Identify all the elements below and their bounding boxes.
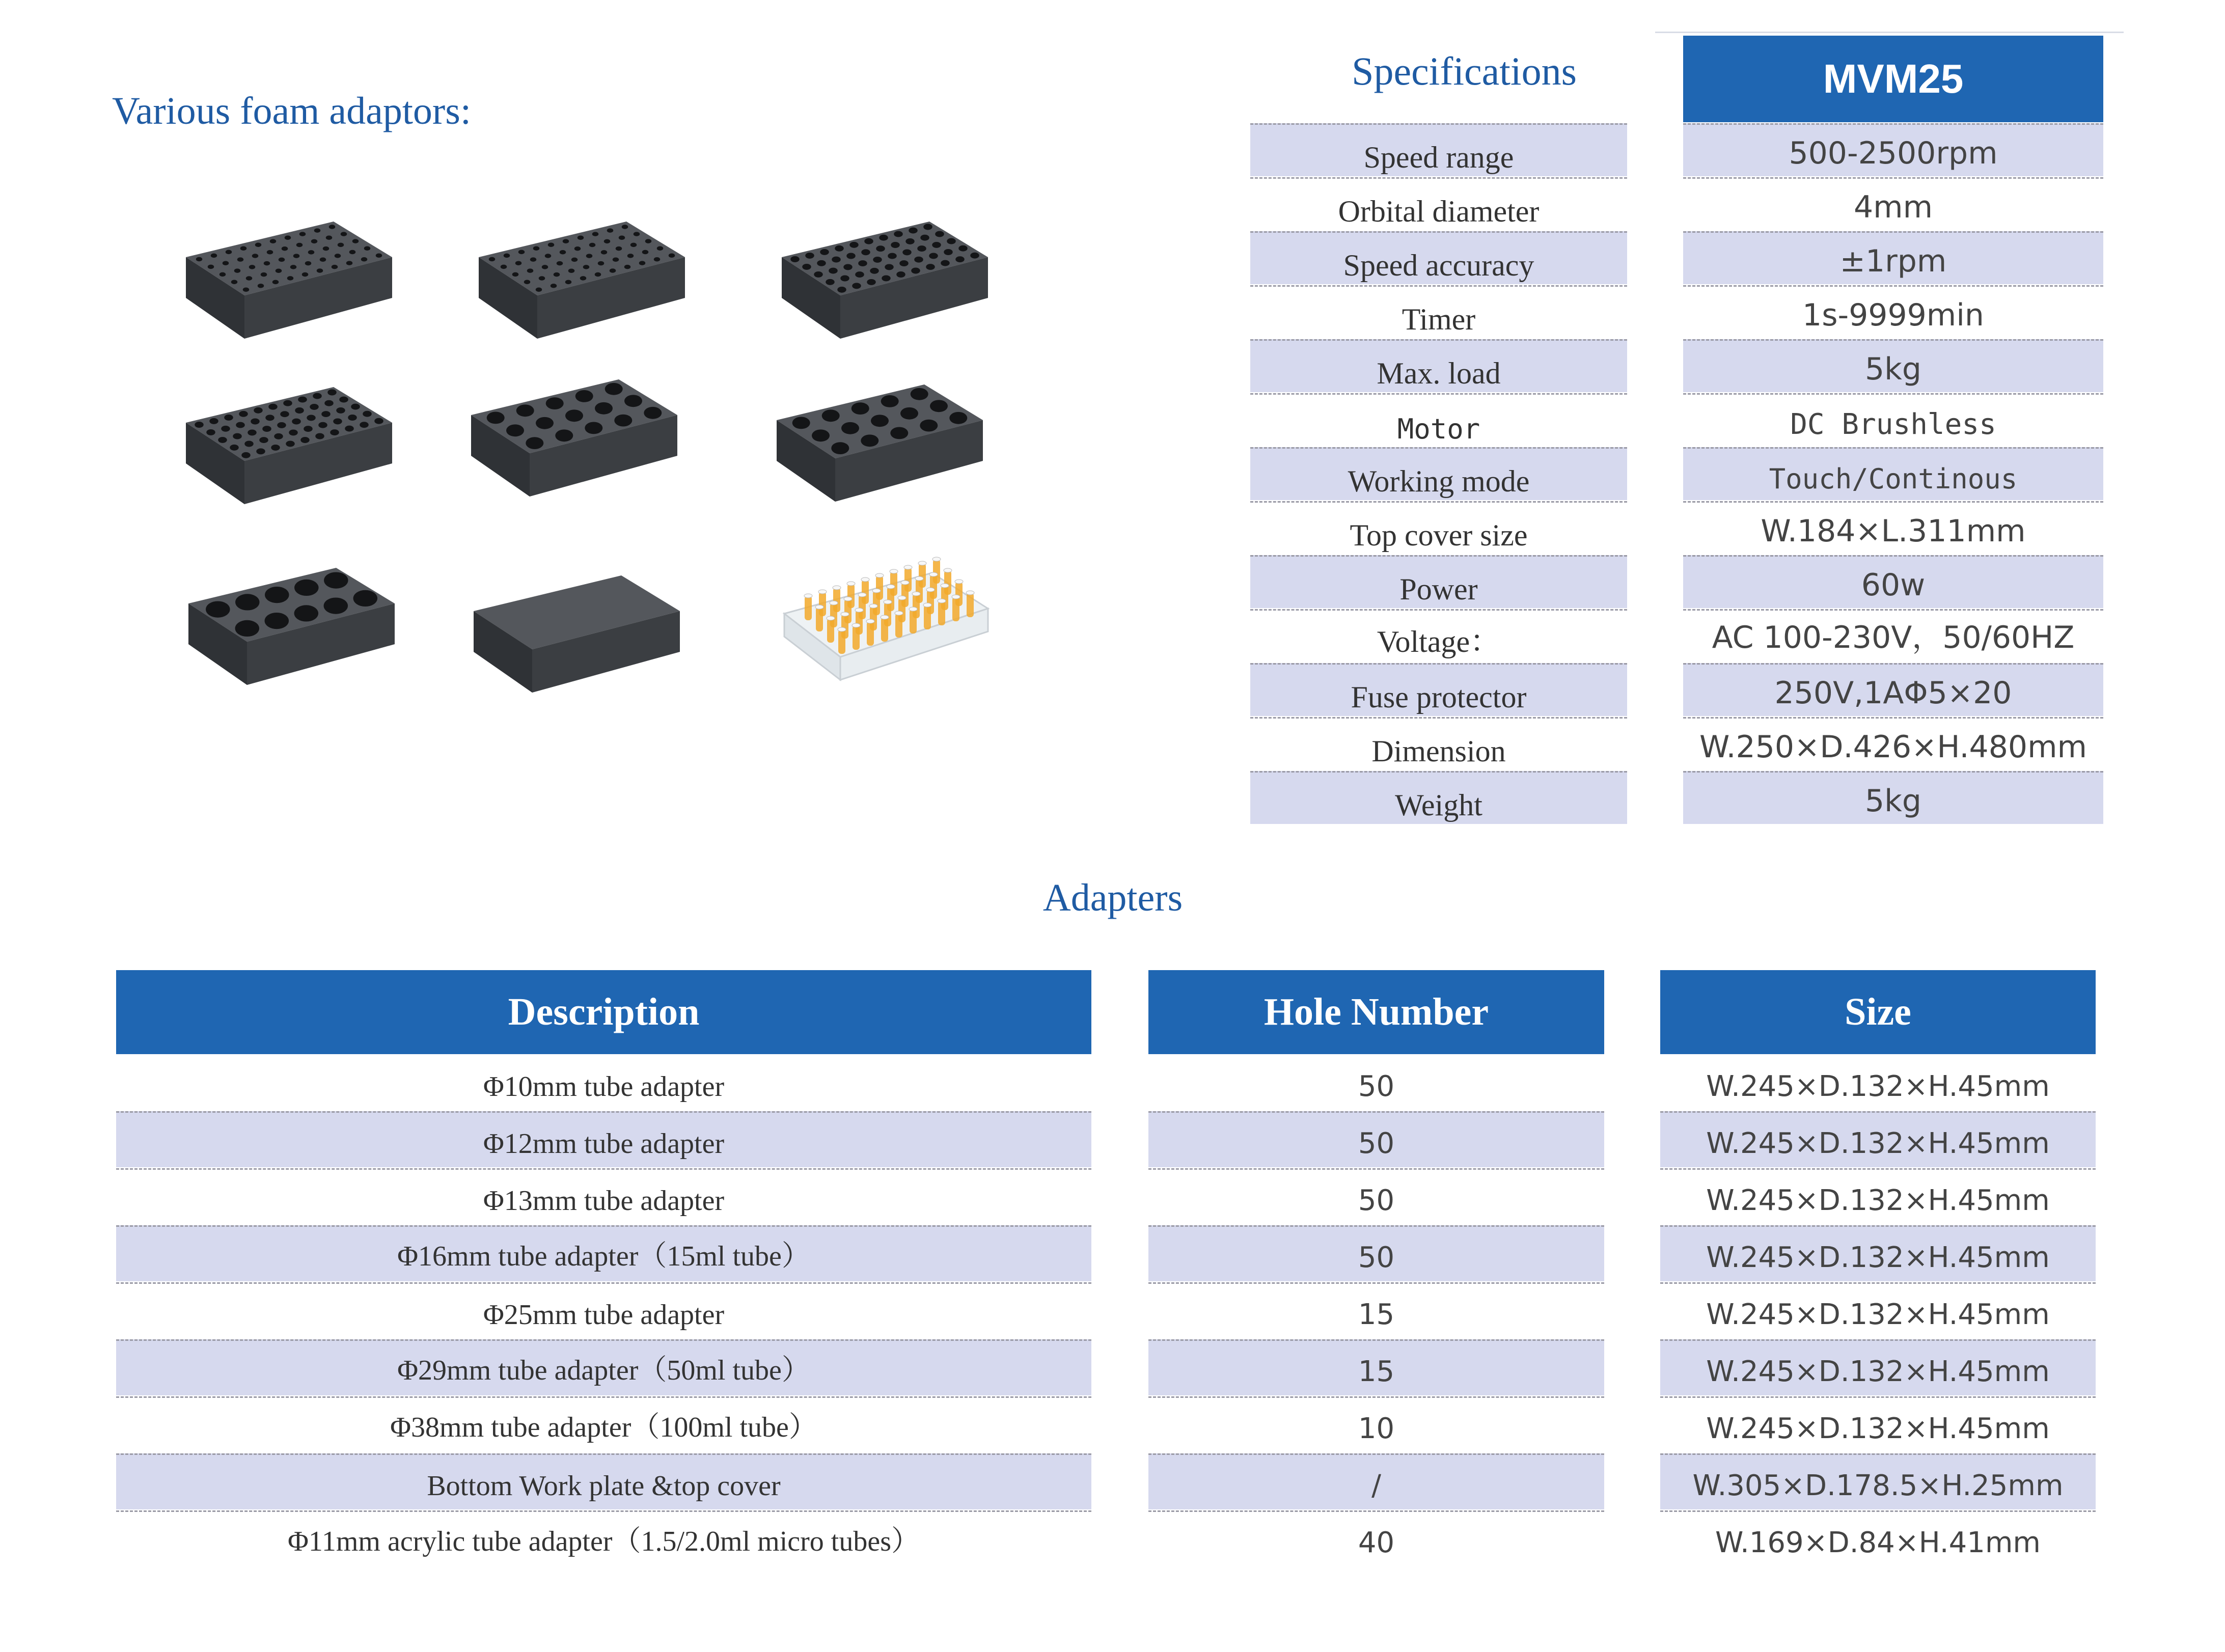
spec-label: Power — [1250, 555, 1627, 608]
spec-value: 500-2500rpm — [1683, 123, 2103, 176]
size-cell: W.305×D.178.5×H.25mm — [1660, 1453, 2096, 1509]
spec-label: Fuse protector — [1250, 663, 1627, 716]
foam-adaptors-heading: Various foam adaptors: — [112, 90, 471, 132]
size-cell: W.245×D.132×H.45mm — [1660, 1225, 2096, 1281]
spec-label: Orbital diameter — [1250, 177, 1627, 230]
spec-label: Working mode — [1250, 447, 1627, 500]
foam-10-image — [183, 550, 397, 698]
spec-row — [1250, 285, 2103, 339]
size-cell: W.245×D.132×H.45mm — [1660, 1168, 2096, 1224]
spec-label: Timer — [1250, 285, 1627, 338]
hole-number-cell: 15 — [1148, 1282, 1604, 1338]
table-row — [0, 1453, 2225, 1510]
description-cell: Φ12mm tube adapter — [116, 1111, 1091, 1167]
hole-number-cell: 40 — [1148, 1510, 1604, 1566]
spec-label: Speed accuracy — [1250, 231, 1627, 284]
spec-row — [1250, 231, 2103, 285]
foam-50-small-image — [474, 204, 688, 351]
table-row — [0, 1510, 2225, 1567]
spec-row — [1250, 393, 2103, 447]
table-row — [0, 1339, 2225, 1396]
foam-15-image — [466, 362, 680, 509]
model-header: MVM25 — [1683, 36, 2103, 122]
description-cell: Φ13mm tube adapter — [116, 1168, 1091, 1224]
spec-row — [1250, 447, 2103, 501]
spec-value: AC 100-230V，50/60HZ — [1683, 609, 2103, 662]
acrylic-rack-image — [779, 553, 993, 700]
hole-number-cell: 50 — [1148, 1111, 1604, 1167]
spec-value: 250V,1AΦ5×20 — [1683, 663, 2103, 716]
spec-label: Top cover size — [1250, 501, 1627, 554]
spec-value: W.250×D.426×H.480mm — [1683, 717, 2103, 770]
column-header-size: Size — [1660, 970, 2096, 1054]
table-row — [0, 1054, 2225, 1111]
column-header-description: Description — [116, 970, 1091, 1054]
spec-label: Voltage： — [1250, 609, 1627, 662]
spec-row — [1250, 339, 2103, 393]
spec-value: 1s-9999min — [1683, 285, 2103, 338]
spec-label: Dimension — [1250, 717, 1627, 770]
spec-value: 4mm — [1683, 177, 2103, 230]
table-row — [0, 1282, 2225, 1339]
description-cell: Φ38mm tube adapter（100ml tube） — [116, 1396, 1091, 1452]
column-header-hole-number: Hole Number — [1148, 970, 1604, 1054]
spec-row — [1250, 555, 2103, 609]
spec-row — [1250, 771, 2103, 825]
spec-label: Motor — [1250, 393, 1627, 446]
size-cell: W.245×D.132×H.45mm — [1706, 1070, 2050, 1103]
spec-row — [1250, 501, 2103, 555]
spec-label: Max. load — [1250, 339, 1627, 392]
description-cell: Φ11mm acrylic tube adapter（1.5/2.0ml micro tubes） — [116, 1510, 1091, 1566]
spec-value: ±1rpm — [1683, 231, 2103, 284]
size-cell: W.169×D.84×H.41mm — [1660, 1510, 2096, 1566]
hole-number-cell: 50 — [1148, 1168, 1604, 1224]
size-cell: W.245×D.132×H.45mm — [1660, 1339, 2096, 1395]
foam-50-medium-image — [777, 204, 991, 351]
hole-number-cell: / — [1148, 1453, 1604, 1509]
spec-top-divider — [1655, 32, 2124, 33]
description-cell: Φ10mm tube adapter — [483, 1071, 725, 1103]
size-cell: W.245×D.132×H.45mm — [1660, 1111, 2096, 1167]
description-cell: Φ25mm tube adapter — [116, 1282, 1091, 1338]
hole-number-cell: 50 — [1358, 1070, 1395, 1103]
spec-value: 60w — [1683, 555, 2103, 608]
table-row — [0, 1168, 2225, 1225]
spec-value: DC Brushless — [1683, 393, 2103, 446]
spec-value: Touch/Continous — [1683, 447, 2103, 500]
size-cell: W.245×D.132×H.45mm — [1660, 1282, 2096, 1338]
table-row — [0, 1111, 2225, 1168]
spec-row — [1250, 717, 2103, 771]
foam-50-medium-image — [181, 369, 395, 517]
spec-row — [1250, 609, 2103, 663]
specifications-heading: Specifications — [1352, 49, 1577, 93]
spec-value: 5kg — [1683, 771, 2103, 824]
spec-label: Weight — [1250, 771, 1627, 824]
description-cell: Φ16mm tube adapter（15ml tube） — [116, 1225, 1091, 1281]
spec-label: Speed range — [1250, 123, 1627, 176]
hole-number-cell: 15 — [1148, 1339, 1604, 1395]
hole-number-cell: 10 — [1148, 1396, 1604, 1452]
foam-15-image — [772, 367, 985, 514]
spec-row — [1250, 123, 2103, 177]
hole-number-cell: 50 — [1148, 1225, 1604, 1281]
spec-row — [1250, 177, 2103, 231]
spec-value: W.184×L.311mm — [1683, 501, 2103, 554]
adapters-heading: Adapters — [1042, 876, 1183, 919]
table-row — [0, 1396, 2225, 1453]
table-row — [0, 1225, 2225, 1282]
spec-value: 5kg — [1683, 339, 2103, 392]
description-cell: Φ29mm tube adapter（50ml tube） — [116, 1339, 1091, 1395]
spec-row — [1250, 663, 2103, 717]
foam-50-small-image — [181, 204, 395, 351]
size-cell: W.245×D.132×H.45mm — [1660, 1396, 2096, 1452]
foam-plate-image — [469, 558, 682, 705]
description-cell: Bottom Work plate &top cover — [116, 1453, 1091, 1509]
